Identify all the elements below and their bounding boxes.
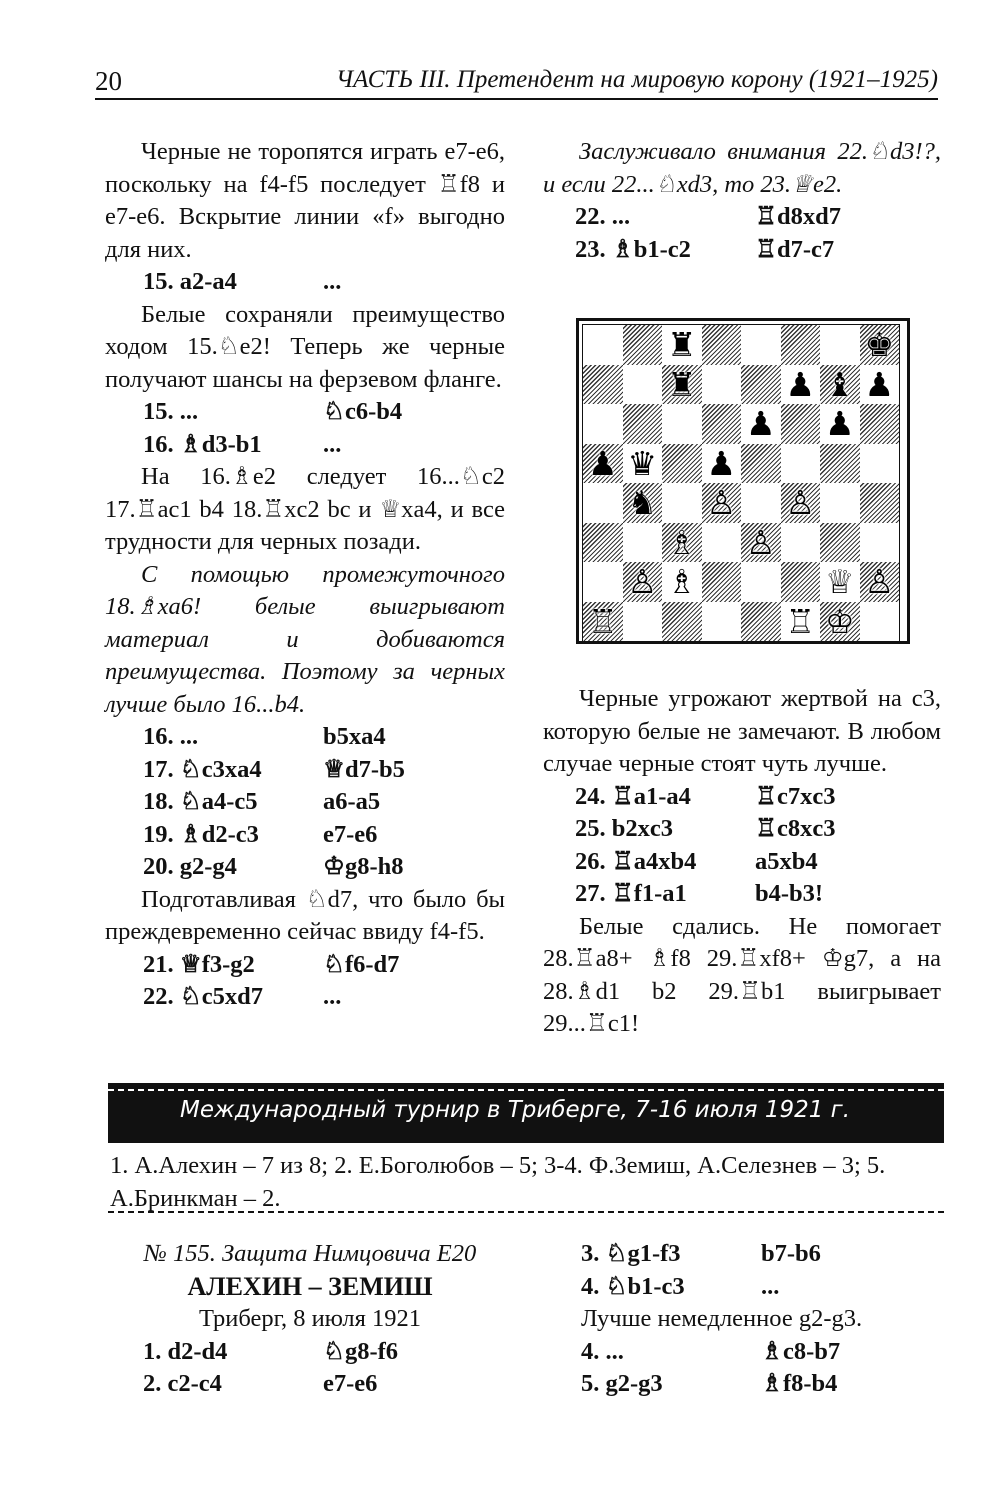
square-g4 <box>820 483 860 523</box>
piece-black-g7: ♝ <box>824 364 855 404</box>
commentary-italic: С помощью промежуточного 18.♗xa6! белые выигрывают материал и добиваются преимущества. Поэтому за черных лучше было 16...b4. <box>105 560 505 718</box>
piece-black-b4: ♞ <box>627 483 658 522</box>
white-move: 23. ♗b1-c2 <box>575 235 691 263</box>
paragraph: Лучше немедленное g2-g3. <box>581 1305 863 1332</box>
paragraph: Белые сохраняли преимущество ходом 15.♘e2! Теперь же черные получают шансы на ферзевом фланге. <box>105 300 505 393</box>
white-move: 22. ♘c5xd7 <box>143 983 263 1010</box>
square-f5 <box>781 444 821 484</box>
move-row <box>543 1368 941 1401</box>
square-g8 <box>820 325 860 365</box>
square-d7 <box>702 365 742 405</box>
piece-white-c3: ♗ <box>666 522 697 562</box>
white-move: 4. ... <box>581 1337 624 1365</box>
square-f2 <box>781 562 821 602</box>
white-move: 27. ♖f1-a1 <box>575 880 687 907</box>
move-list <box>105 721 505 884</box>
black-move: e7-e6 <box>323 820 378 848</box>
piece-black-d5: ♟ <box>706 443 737 483</box>
square-a3 <box>583 523 623 563</box>
black-move: a6-a5 <box>323 788 381 815</box>
square-c6 <box>662 404 702 444</box>
move-row <box>543 1336 941 1369</box>
move-row <box>105 786 505 819</box>
banner-title: Международный турнир в Триберге, 7-16 июля 1921 г. <box>180 1097 851 1123</box>
black-move: e7-e6 <box>323 1370 378 1397</box>
square-c5 <box>662 444 702 484</box>
piece-white-a1: ♖ <box>587 601 618 641</box>
move-row <box>543 781 941 814</box>
square-e7 <box>741 365 781 405</box>
move-row <box>105 851 505 884</box>
square-h4 <box>860 483 900 523</box>
black-move: ♔g8-h8 <box>323 853 404 880</box>
piece-white-c2: ♗ <box>666 562 697 601</box>
black-move: a5xb4 <box>755 847 818 875</box>
move-row <box>105 1368 505 1401</box>
paragraph: Черные не торопятся играть e7-e6, поскольку на f4-f5 последует ♖f8 и e7-e6. Вскрытие линии «f» выгодно для них. <box>105 138 505 263</box>
piece-white-f1: ♖ <box>785 601 816 641</box>
move-row <box>543 878 941 911</box>
square-c1 <box>662 602 702 642</box>
square-h6 <box>860 404 900 444</box>
square-g3 <box>820 523 860 563</box>
white-move: 3. ♘g1-f3 <box>581 1240 681 1267</box>
chess-board <box>582 324 900 642</box>
black-move: ♗f8-b4 <box>761 1370 838 1397</box>
square-a4 <box>583 483 623 523</box>
white-move: 18. ♘a4-c5 <box>143 788 258 815</box>
square-e4 <box>741 483 781 523</box>
square-a7 <box>583 365 623 405</box>
game-players: АЛЕХИН – ЗЕМИШ <box>187 1271 433 1301</box>
square-b1 <box>623 602 663 642</box>
white-move: 16. ♗d3-b1 <box>143 430 262 458</box>
paragraph: Белые сдались. Не помогает 28.♖a8+ ♗f8 29.♖xf8+ ♔g7, а на 28.♗d1 b2 29.♖b1 выигрывает 29...♖c1! <box>543 912 941 1037</box>
chess-diagram <box>576 318 910 644</box>
square-d8 <box>702 325 742 365</box>
piece-black-c7: ♜ <box>666 364 697 404</box>
white-move: 15. a2-a4 <box>143 268 237 295</box>
square-f3 <box>781 523 821 563</box>
paragraph: Подготавливая ♘d7, что было бы преждевременно сейчас ввиду f4-f5. <box>105 885 505 945</box>
white-move: 1. d2-d4 <box>143 1337 228 1365</box>
commentary-italic: Заслуживало внимания 22.♘d3!?, и если 22...♘xd3, то 23.♕e2. <box>543 138 941 198</box>
square-a2 <box>583 562 623 602</box>
game-place: Триберг, 8 июля 1921 <box>199 1305 421 1332</box>
black-move: ♘f6-d7 <box>323 950 400 978</box>
square-f8 <box>781 325 821 365</box>
black-move: ♕d7-b5 <box>323 755 405 783</box>
black-move: ♖d8xd7 <box>755 203 841 230</box>
paragraph: На 16.♗e2 следует 16...♘c2 17.♖ac1 b4 18.♖xc2 bc и ♕xa4, и все трудности для черных позади. <box>105 463 505 555</box>
move-row <box>105 949 505 982</box>
right-column-lower <box>543 683 941 1041</box>
tournament-results: 1. А.Алехин – 7 из 8; 2. Е.Боголюбов – 5; 3-4. Ф.Земиш, А.Селезнев – 3; 5. А.Бринкман – 2. <box>110 1152 886 1212</box>
square-f6 <box>781 404 821 444</box>
piece-white-g1: ♔ <box>824 601 855 641</box>
square-e8 <box>741 325 781 365</box>
move-row <box>105 981 505 1014</box>
right-column <box>543 136 941 266</box>
white-move: 25. b2xc3 <box>575 815 673 842</box>
tournament-banner <box>108 1083 944 1143</box>
move-row <box>543 201 941 234</box>
white-move: 21. ♕f3-g2 <box>143 950 255 978</box>
white-move: 26. ♖a4xb4 <box>575 847 697 875</box>
game-left-column <box>105 1238 505 1401</box>
black-move: ♗c8-b7 <box>761 1337 841 1365</box>
white-move: 20. g2-g4 <box>143 853 237 880</box>
square-b6 <box>623 404 663 444</box>
piece-black-f7: ♟ <box>785 364 816 404</box>
banner-dash-line <box>108 1089 944 1091</box>
left-column <box>105 136 505 1014</box>
move-row <box>105 429 505 462</box>
black-move: ♖c7xc3 <box>755 782 836 810</box>
square-h1 <box>860 602 900 642</box>
black-move: ♘g8-f6 <box>323 1337 399 1365</box>
square-b7 <box>623 365 663 405</box>
square-h3 <box>860 523 900 563</box>
move-row <box>105 396 505 429</box>
square-h5 <box>860 444 900 484</box>
black-move: ... <box>323 430 342 458</box>
piece-white-d4: ♙ <box>706 483 737 522</box>
piece-white-f4: ♙ <box>785 483 816 522</box>
page-header <box>95 62 938 100</box>
running-title: ЧАСТЬ III. Претендент на мировую корону (1921–1925) <box>335 66 938 93</box>
move-row <box>543 234 941 267</box>
square-d6 <box>702 404 742 444</box>
move-row <box>105 721 505 754</box>
move-row <box>543 1238 941 1271</box>
piece-black-b5: ♛ <box>627 443 658 483</box>
piece-black-a5: ♟ <box>587 443 618 483</box>
square-a8 <box>583 325 623 365</box>
piece-white-h2: ♙ <box>864 562 895 601</box>
square-a6 <box>583 404 623 444</box>
move-row <box>543 813 941 846</box>
square-g5 <box>820 444 860 484</box>
white-move: 2. c2-c4 <box>143 1370 222 1397</box>
square-b3 <box>623 523 663 563</box>
square-d3 <box>702 523 742 563</box>
piece-black-h8: ♚ <box>864 325 895 364</box>
square-b8 <box>623 325 663 365</box>
piece-black-e6: ♟ <box>745 404 776 443</box>
white-move: 5. g2-g3 <box>581 1370 663 1397</box>
piece-black-h7: ♟ <box>864 364 895 404</box>
page-number: 20 <box>95 66 122 96</box>
black-move: b5xa4 <box>323 723 386 750</box>
move-row <box>105 819 505 852</box>
square-d2 <box>702 562 742 602</box>
game-title: № 155. Защита Нимцовича E20 <box>143 1240 477 1267</box>
game-right-column <box>543 1238 941 1401</box>
white-move: 16. ... <box>143 723 199 750</box>
paragraph: Черные угрожают жертвой на c3, которую белые не замечают. В любом случае черные стоят чуть лучше. <box>543 685 941 777</box>
move-row <box>105 1336 505 1369</box>
black-move: ♘c6-b4 <box>323 398 403 425</box>
results-divider <box>108 1211 944 1213</box>
piece-white-e3: ♙ <box>745 522 776 562</box>
move-row <box>105 266 505 299</box>
piece-black-c8: ♜ <box>666 325 697 364</box>
move-row <box>105 754 505 787</box>
piece-white-b2: ♙ <box>627 562 658 601</box>
white-move: 19. ♗d2-c3 <box>143 820 259 848</box>
white-move: 24. ♖a1-a4 <box>575 782 691 810</box>
black-move: ♖d7-c7 <box>755 235 835 263</box>
square-d1 <box>702 602 742 642</box>
square-e1 <box>741 602 781 642</box>
piece-black-g6: ♟ <box>824 404 855 443</box>
square-e2 <box>741 562 781 602</box>
white-move: 17. ♘c3xa4 <box>143 755 262 783</box>
move-row <box>543 846 941 879</box>
white-move: 22. ... <box>575 203 631 230</box>
square-e5 <box>741 444 781 484</box>
black-move: b4-b3! <box>755 880 824 907</box>
black-move: ♖c8xc3 <box>755 815 836 842</box>
square-c4 <box>662 483 702 523</box>
move-row <box>543 1271 941 1304</box>
white-move: 4. ♘b1-c3 <box>581 1272 685 1300</box>
black-move: ... <box>761 1272 780 1300</box>
black-move: b7-b6 <box>761 1240 821 1267</box>
white-move: 15. ... <box>143 398 199 425</box>
black-move: ... <box>323 268 342 295</box>
black-move: ... <box>323 983 342 1010</box>
piece-white-g2: ♕ <box>824 562 855 601</box>
